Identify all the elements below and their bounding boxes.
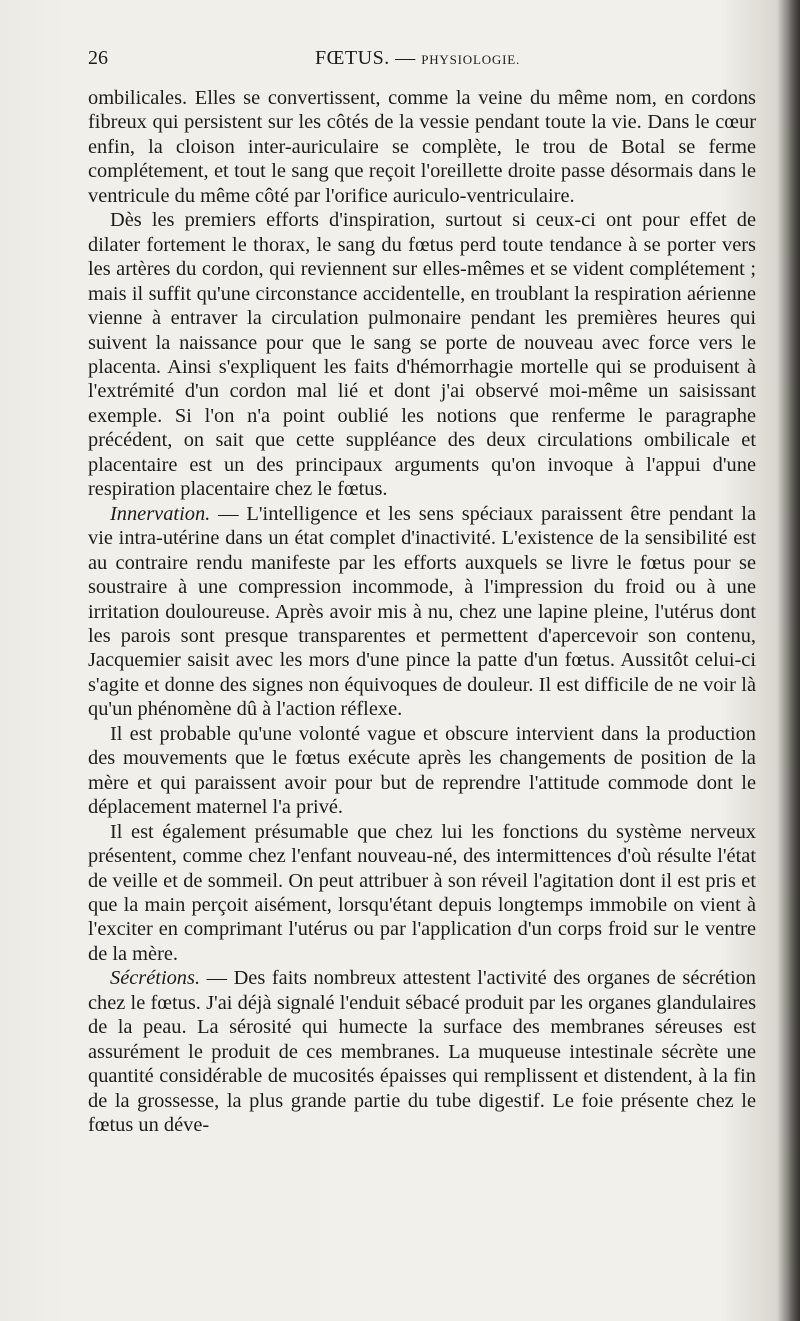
page-number: 26 xyxy=(88,47,108,69)
paragraph-continued xyxy=(88,86,756,208)
paragraph-secretions xyxy=(88,966,756,1137)
paragraph-text: Il est probable qu'une volonté vague et obscure intervient dans la production des mouvements que le fœtus exécute après les changements de position de la mère et qui paraissent avoir pour but de reprendre l'attitude commode dont le déplacement maternel l'a privé. xyxy=(88,722,756,819)
paragraph-volonte xyxy=(88,722,756,820)
running-title-separator: — xyxy=(389,47,422,69)
section-lead-innervation: Innervation. xyxy=(110,502,211,525)
running-header xyxy=(88,47,756,77)
paragraph-text: — Des faits nombreux attestent l'activité des organes de sécrétion chez le fœtus. J'ai déjà signalé l'enduit sébacé produit par les organes glandulaires de la peau. La sérosité qui humecte la surface des membranes séreuses est assurément le produit de ces membranes. La muqueuse intestinale sécrète une quantité considérable de mucosités épaisses qui remplissent et distendent, à la fin de la grossesse, la plus grande partie du tube digestif. Le foie présente chez le fœtus un déve- xyxy=(88,967,756,1137)
paragraph-text: — L'intelligence et les sens spéciaux paraissent être pendant la vie intra-utérine dans un état complet d'inactivité. L'existence de la sensibilité est au contraire rendu manifeste par les efforts auxquels se livre le fœtus pour se soustraire à une compression incommode, à l'impression du froid ou à une irritation douloureuse. Après avoir mis à nu, chez une lapine pleine, l'utérus dont les parois sont presque transparentes et permettent d'apercevoir son contenu, Jacquemier saisit avec les mors d'une pince la patte d'un fœtus. Aussitôt celui-ci s'agite et donne des signes non équivoques de douleur. Il est difficile de ne voir là qu'un phénomène dû à l'action réflexe. xyxy=(88,502,756,721)
body-text xyxy=(88,86,756,1137)
paragraph-inspiration xyxy=(88,208,756,501)
running-title-main: FŒTUS. xyxy=(315,47,390,69)
page-edge-shadow xyxy=(778,0,800,1321)
paragraph-sommeil xyxy=(88,820,756,967)
section-lead-secretions: Sécrétions. xyxy=(110,967,201,990)
paragraph-text: ombilicales. Elles se convertissent, comme la veine du même nom, en cordons fibreux qui persistent sur les côtés de la vessie pendant toute la vie. Dans le cœur enfin, la cloison inter-auriculaire se complète, le trou de Botal se ferme complétement, et tout le sang que reçoit l'oreillette droite passe désormais dans le ventricule du même côté par l'orifice auriculo-ventriculaire. xyxy=(88,87,756,207)
paragraph-text: Il est également présumable que chez lui les fonctions du système nerveux présentent, comme chez l'enfant nouveau-né, des intermittences d'où résulte l'état de veille et de sommeil. On peut attribuer à son réveil l'agitation dont il est pris et que la main perçoit aisément, lorsqu'étant depuis longtemps immobile on vient à l'exciter en comprimant l'utérus ou par l'application d'un corps froid sur le ventre de la mère. xyxy=(88,820,756,965)
paragraph-text: Dès les premiers efforts d'inspiration, surtout si ceux-ci ont pour effet de dilater fortement le thorax, le sang du fœtus perd toute tendance à se porter vers les artères du cordon, qui reviennent sur elles-mêmes et se vident complétement ; mais il suffit qu'une circonstance accidentelle, en troublant la respiration aérienne vienne à entraver la circulation pulmonaire pendant les premières heures qui suivent la naissance pour que le sang se porte de nouveau avec force vers le placenta. Ainsi s'expliquent les faits d'hémorrhagie mortelle qui se produisent à l'extrémité d'un cordon mal lié et dont j'ai observé moi-même un saisissant exemple. Si l'on n'a point oublié les notions que renferme le paragraphe précédent, on sait que cette suppléance des deux circulations ombilicale et placentaire est un des principaux arguments qu'on invoque à l'appui d'une respiration placentaire chez le fœtus. xyxy=(88,209,756,501)
paragraph-innervation xyxy=(88,502,756,722)
running-title xyxy=(315,47,520,70)
running-title-section: PHYSIOLOGIE. xyxy=(421,52,520,67)
